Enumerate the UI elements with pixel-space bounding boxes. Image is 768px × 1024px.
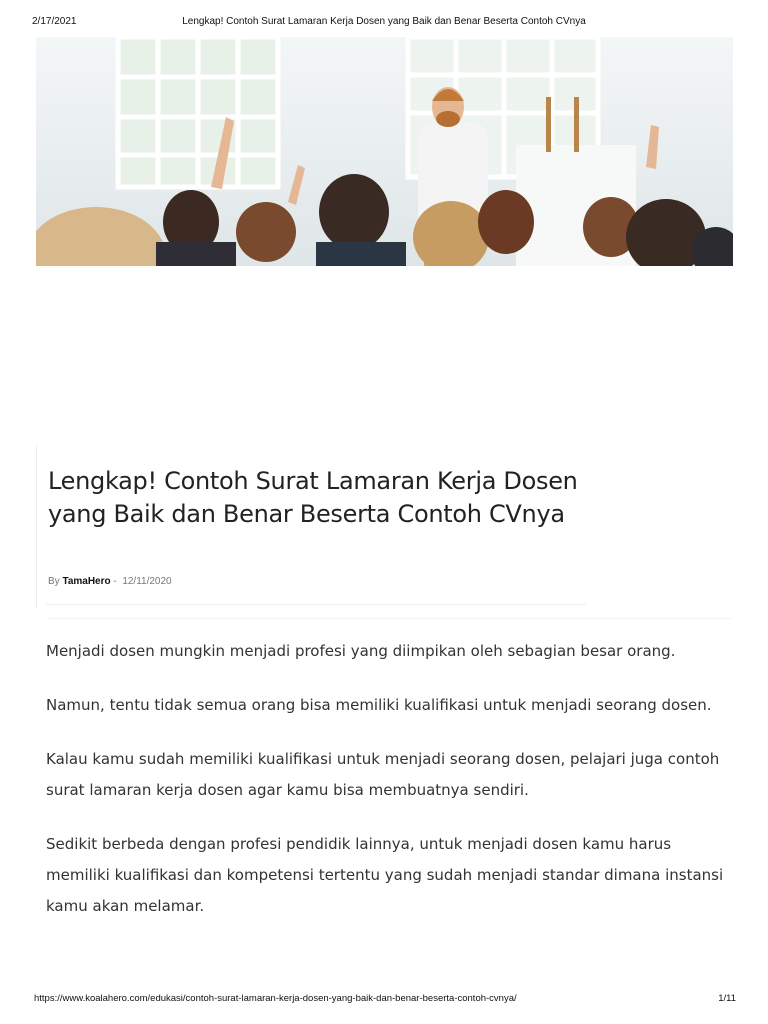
divider xyxy=(46,604,586,605)
paragraph: Kalau kamu sudah memiliki kualifikasi untuk menjadi seorang dosen, pelajari juga contoh surat lamaran kerja dosen agar kamu bisa membuatnya sendiri. xyxy=(46,750,720,799)
print-footer xyxy=(0,993,768,1007)
byline-prefix: By xyxy=(48,576,60,587)
author-link[interactable]: TamaHero xyxy=(62,576,111,587)
print-date: 2/17/2021 xyxy=(32,16,77,27)
paragraph: Menjadi dosen mungkin menjadi profesi yang diimpikan oleh sebagian besar orang. xyxy=(46,642,676,660)
featured-image xyxy=(36,37,733,266)
page-number: 1/11 xyxy=(718,993,736,1004)
byline-separator: - xyxy=(113,576,117,587)
publish-date: 12/11/2020 xyxy=(122,576,172,587)
divider xyxy=(46,618,732,619)
print-header xyxy=(0,16,768,32)
print-doc-title: Lengkap! Contoh Surat Lamaran Kerja Dosen yang Baik dan Benar Beserta Contoh CVnya xyxy=(182,16,586,27)
article-title: Lengkap! Contoh Surat Lamaran Kerja Dosen yang Baik dan Benar Beserta Contoh CVnya xyxy=(48,467,578,528)
article-body xyxy=(46,636,726,945)
paragraph: Sedikit berbeda dengan profesi pendidik lainnya, untuk menjadi dosen kamu harus memiliki kualifikasi dan kompetensi tertentu yang sudah menjadi standar dimana instansi kamu akan melamar. xyxy=(46,835,724,915)
article-byline xyxy=(48,576,172,587)
print-url: https://www.koalahero.com/edukasi/contoh-surat-lamaran-kerja-dosen-yang-baik-dan-benar-beserta-contoh-cvnya/ xyxy=(34,993,517,1004)
article-header xyxy=(36,445,597,608)
paragraph: Namun, tentu tidak semua orang bisa memiliki kualifikasi untuk menjadi seorang dosen. xyxy=(46,696,712,714)
